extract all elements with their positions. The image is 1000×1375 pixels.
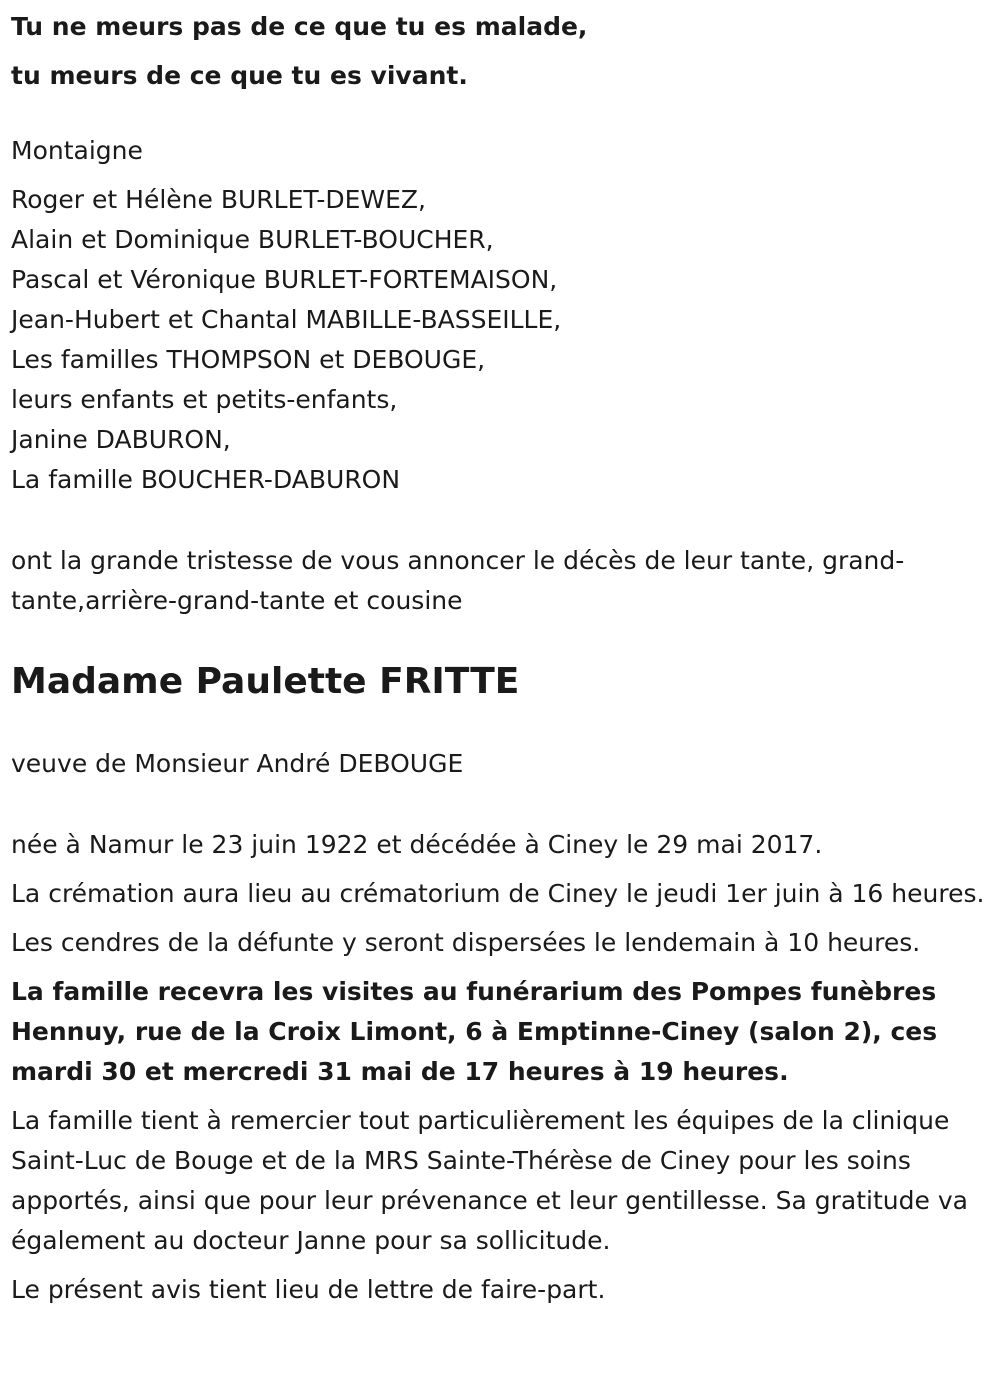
family-line: Les familles THOMPSON et DEBOUGE, — [11, 345, 486, 374]
announcement-text: ont la grande tristesse de vous annoncer le décès de leur tante, grand-tante,arrière-grand-tante et cousine — [11, 546, 905, 615]
family-line: Jean-Hubert et Chantal MABILLE-BASSEILLE, — [11, 305, 562, 334]
quote-line-2: tu meurs de ce que tu es vivant. — [11, 61, 468, 90]
widow-of-text: veuve de Monsieur André DEBOUGE — [11, 749, 464, 778]
quote-line-1: Tu ne meurs pas de ce que tu es malade, — [11, 12, 588, 41]
family-list — [11, 180, 986, 500]
family-line: leurs enfants et petits-enfants, — [11, 385, 398, 414]
family-line: Janine DABURON, — [11, 425, 231, 454]
family-line: Roger et Hélène BURLET-DEWEZ, — [11, 185, 427, 214]
birth-death-text: née à Namur le 23 juin 1922 et décédée à Ciney le 29 mai 2017. — [11, 830, 823, 859]
deceased-name: Madame Paulette FRITTE — [11, 661, 520, 702]
notice-text: Le présent avis tient lieu de lettre de faire-part. — [11, 1275, 606, 1304]
visits-text: La famille recevra les visites au funérarium des Pompes funèbres Hennuy, rue de la Croix Limont, 6 à Emptinne-Ciney (salon 2), ces mardi 30 et mercredi 31 mai de 17 heures à 19 heures. — [11, 977, 938, 1086]
family-line: Pascal et Véronique BURLET-FORTEMAISON, — [11, 265, 558, 294]
family-line: La famille BOUCHER-DABURON — [11, 465, 401, 494]
family-line: Alain et Dominique BURLET-BOUCHER, — [11, 225, 494, 254]
quote-author: Montaigne — [11, 136, 143, 165]
thanks-text: La famille tient à remercier tout particulièrement les équipes de la clinique Saint-Luc de Bouge et de la MRS Sainte-Thérèse de Ciney pour les soins apportés, ainsi que pour leur prévenance et leur gentillesse. Sa gratitude va également au docteur Janne pour sa sollicitude. — [11, 1106, 968, 1255]
obituary-notice — [11, 0, 986, 1310]
cremation-text: La crémation aura lieu au crématorium de Ciney le jeudi 1er juin à 16 heures. — [11, 879, 985, 908]
ashes-text: Les cendres de la défunte y seront dispersées le lendemain à 10 heures. — [11, 928, 921, 957]
